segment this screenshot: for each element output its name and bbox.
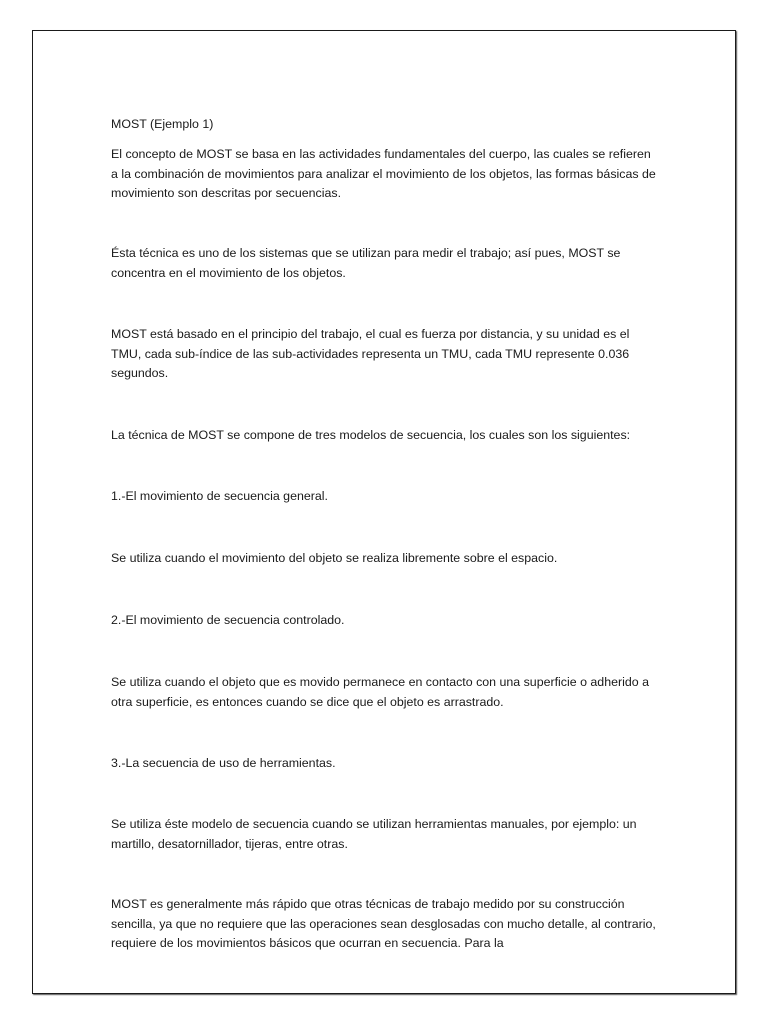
paragraph-most-advantages: MOST es generalmente más rápido que otras técnicas de trabajo medido por su construcción sencilla, ya que no requiere que las operaciones sean desglosadas con mucho detalle, al contrario, requiere de los movimientos básicos que ocurran en secuencia. Para la	[111, 897, 656, 950]
list-item-general-sequence: 1.-El movimiento de secuencia general.	[111, 489, 328, 503]
paragraph-most-concept: El concepto de MOST se basa en las actividades fundamentales del cuerpo, las cuales se refieren a la combinación de movimientos para analizar el movimiento de los objetos, las formas básicas de movimiento son descritas por secuencias.	[111, 147, 656, 200]
document-title: MOST (Ejemplo 1)	[111, 117, 214, 131]
document-page	[32, 30, 736, 994]
paragraph-sequence-models-intro: La técnica de MOST se compone de tres modelos de secuencia, los cuales son los siguientes:	[111, 428, 631, 442]
list-item-controlled-sequence: 2.-El movimiento de secuencia controlado.	[111, 613, 345, 627]
paragraph-general-sequence-use: Se utiliza cuando el movimiento del objeto se realiza libremente sobre el espacio.	[111, 551, 558, 565]
list-item-tool-use-sequence: 3.-La secuencia de uso de herramientas.	[111, 756, 336, 770]
paragraph-technique-description: Ésta técnica es uno de los sistemas que se utilizan para medir el trabajo; así pues, MOST se concentra en el movimiento de los objetos.	[111, 246, 621, 280]
paragraph-tool-use-sequence-use: Se utiliza éste modelo de secuencia cuando se utilizan herramientas manuales, por ejemplo: un martillo, desatornillador, tijeras, entre otras.	[111, 817, 637, 851]
paragraph-controlled-sequence-use: Se utiliza cuando el objeto que es movido permanece en contacto con una superficie o adherido a otra superficie, es entonces cuando se dice que el objeto es arrastrado.	[111, 675, 649, 709]
paragraph-tmu-definition: MOST está basado en el principio del trabajo, el cual es fuerza por distancia, y su unidad es el TMU, cada sub-índice de las sub-actividades representa un TMU, cada TMU represente 0.036 segundos.	[111, 327, 630, 380]
